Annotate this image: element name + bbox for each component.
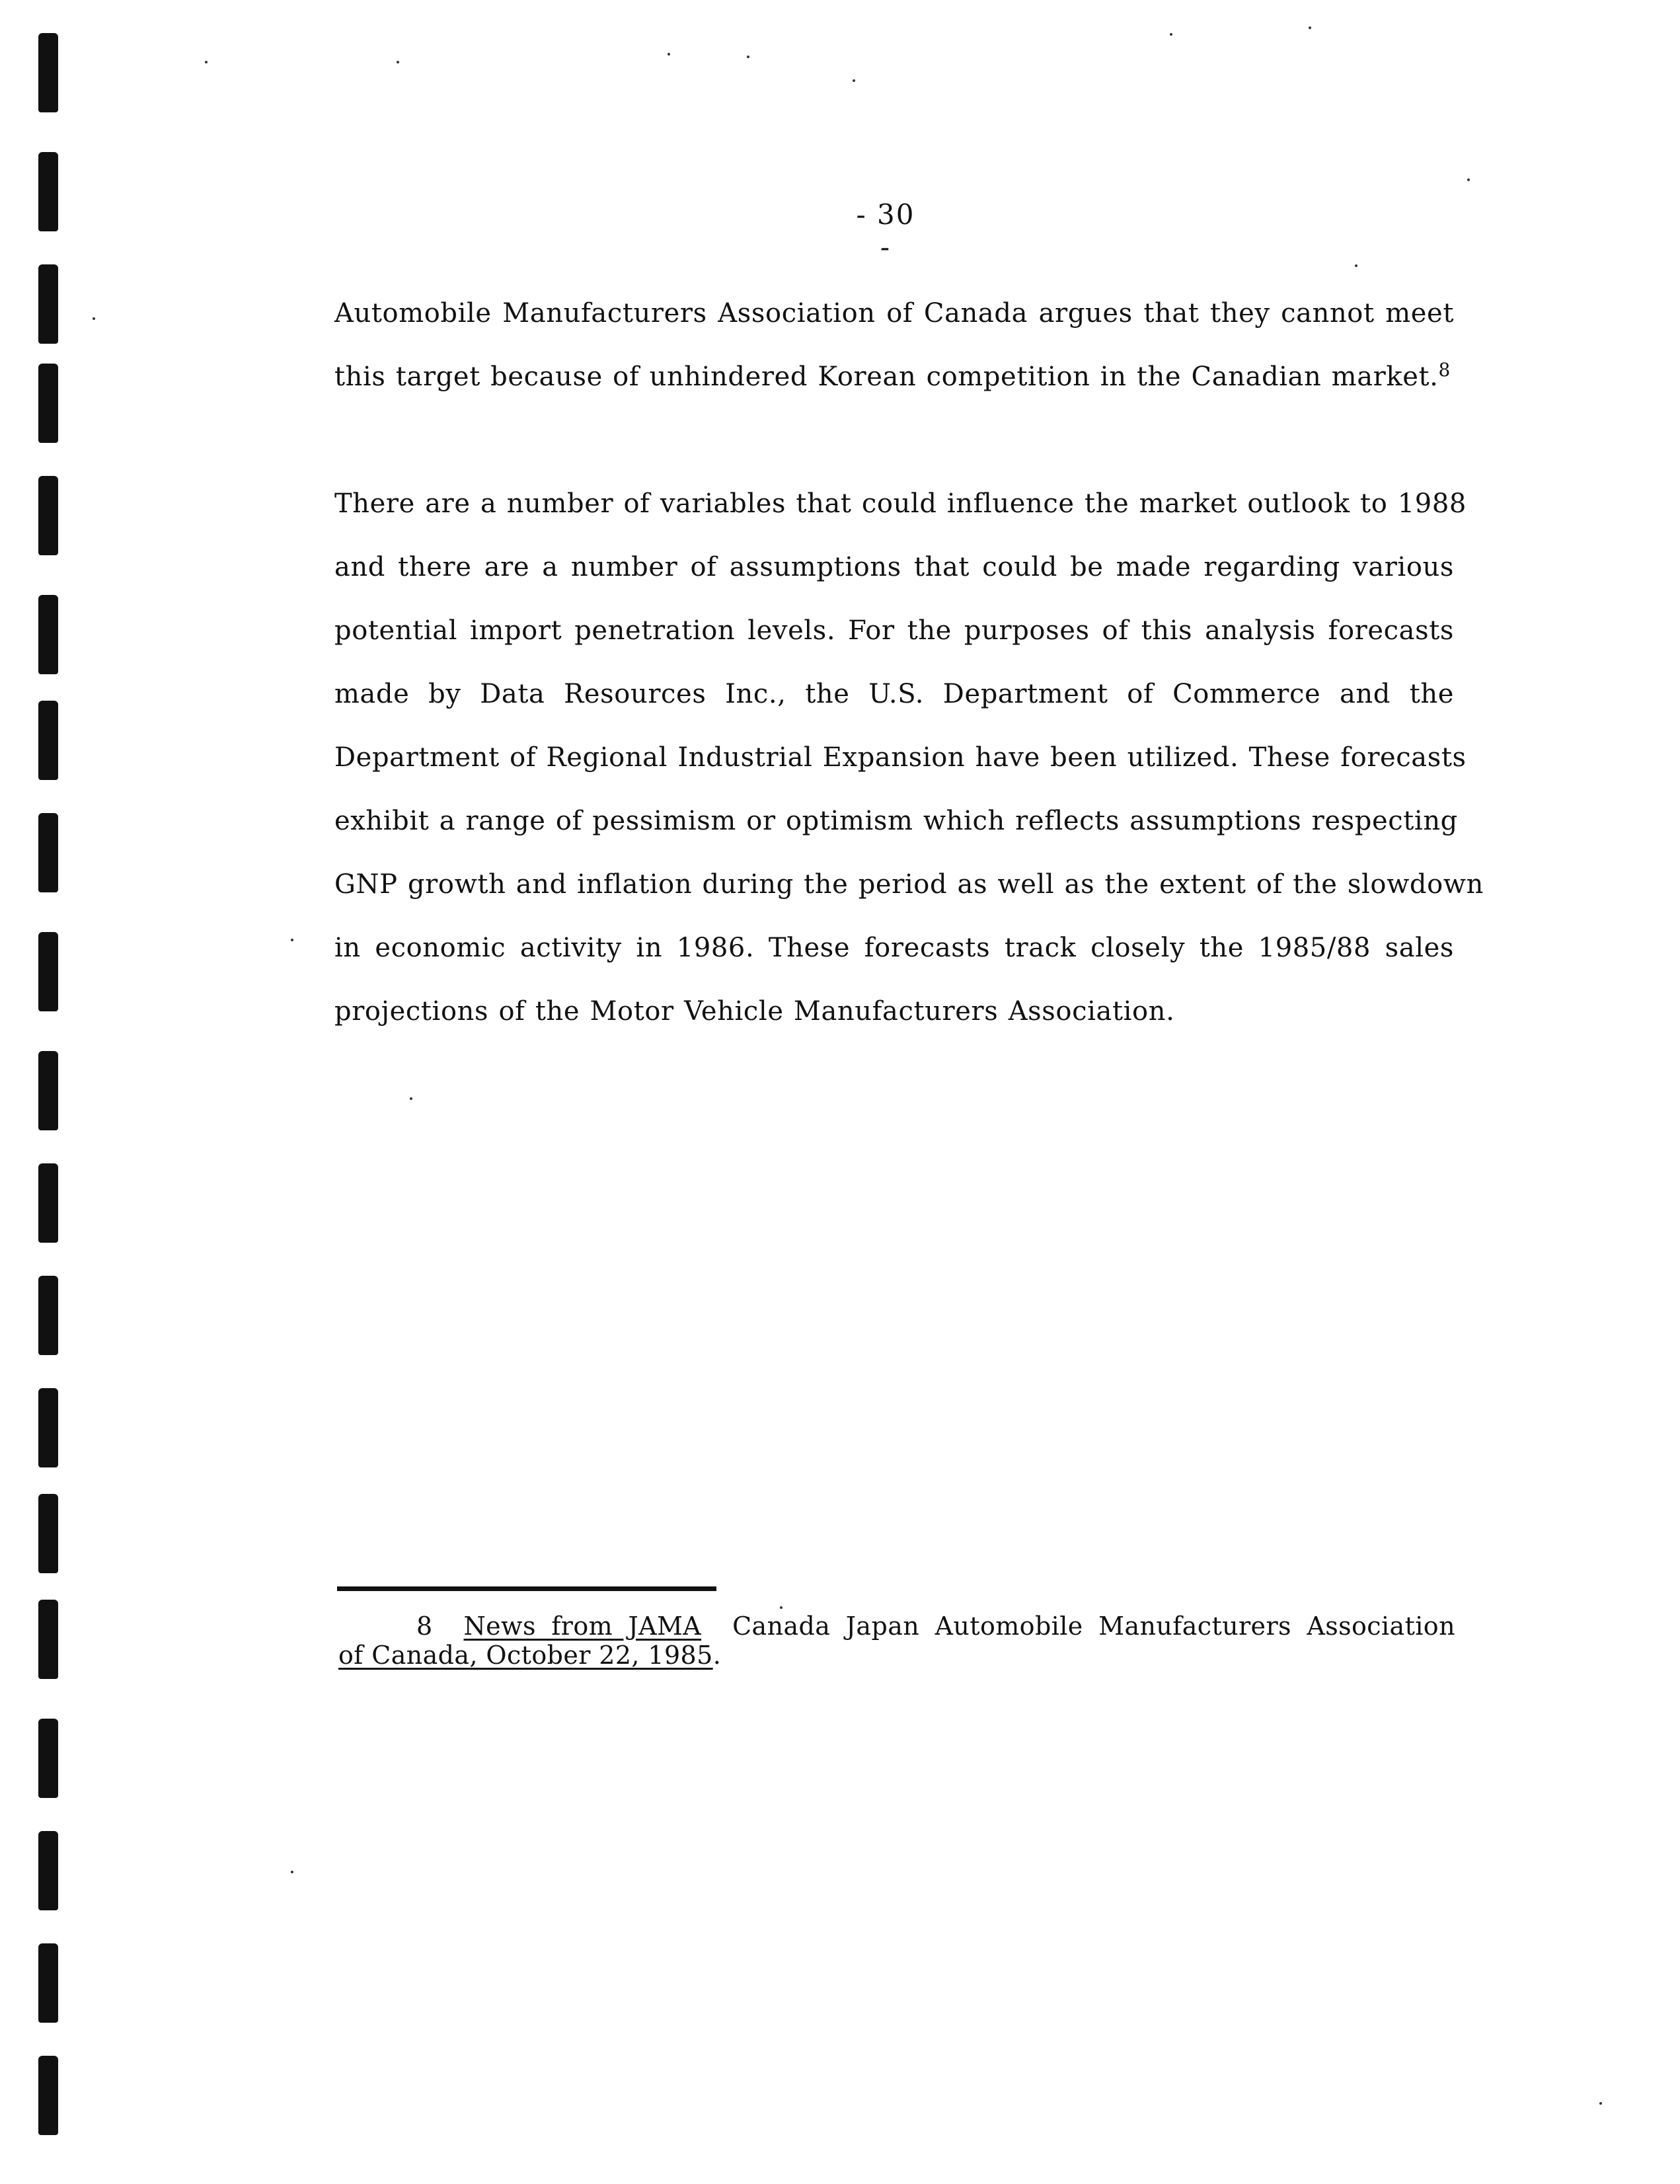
text-line: and there are a number of assumptions that could be made regarding various bbox=[334, 552, 1454, 582]
footnote-line bbox=[338, 1641, 1455, 1670]
text-line: exhibit a range of pessimism or optimism which reflects assumptions respecting bbox=[334, 806, 1458, 836]
text-line bbox=[334, 345, 1454, 409]
binder-mark bbox=[38, 1051, 58, 1130]
binder-mark bbox=[38, 152, 58, 231]
binder-mark bbox=[38, 264, 58, 344]
binder-hole-marks bbox=[38, 26, 65, 2168]
binder-mark bbox=[38, 2056, 58, 2135]
scan-speck bbox=[397, 61, 399, 63]
binder-mark bbox=[38, 1600, 58, 1679]
scan-speck bbox=[1467, 178, 1470, 181]
scan-speck bbox=[1599, 2102, 1602, 2105]
text-line-content: this target because of unhindered Korean competition in the Canadian market. bbox=[334, 362, 1439, 392]
binder-mark bbox=[38, 1943, 58, 2023]
binder-mark bbox=[38, 932, 58, 1011]
text-line: made by Data Resources Inc., the U.S. Department of Commerce and the bbox=[334, 679, 1454, 709]
scan-speck bbox=[291, 939, 293, 941]
scan-speck bbox=[93, 317, 95, 320]
binder-mark bbox=[38, 1163, 58, 1243]
binder-mark bbox=[38, 1388, 58, 1467]
binder-mark bbox=[38, 1276, 58, 1355]
binder-mark bbox=[38, 595, 58, 674]
binder-mark bbox=[38, 701, 58, 780]
text-line: Automobile Manufacturers Association of Canada argues that they cannot meet bbox=[334, 298, 1454, 329]
page-number: - 30 - bbox=[856, 198, 915, 263]
binder-mark bbox=[38, 1831, 58, 1910]
scan-speck bbox=[205, 61, 208, 63]
text-line: Department of Regional Industrial Expansion have been utilized. These forecasts bbox=[334, 742, 1467, 773]
paragraph-market-outlook bbox=[334, 472, 1484, 1043]
scan-speck bbox=[1309, 26, 1311, 29]
scan-speck bbox=[1170, 33, 1172, 36]
binder-mark bbox=[38, 813, 58, 892]
footnote-reference[interactable]: 8 bbox=[1438, 359, 1451, 381]
scan-speck bbox=[291, 1871, 293, 1873]
footnote-number: 8 bbox=[416, 1612, 433, 1641]
footnote bbox=[338, 1612, 1455, 1670]
scan-speck bbox=[853, 79, 855, 82]
text-line: projections of the Motor Vehicle Manufacturers Association. bbox=[334, 996, 1175, 1027]
footnote-divider bbox=[337, 1586, 716, 1591]
binder-mark bbox=[38, 476, 58, 555]
scan-speck bbox=[1355, 264, 1357, 267]
footnote-source-publisher: Canada Japan Automobile Manufacturers Association bbox=[732, 1612, 1455, 1641]
text-line: GNP growth and inflation during the period as well as the extent of the slowdown bbox=[334, 869, 1484, 900]
binder-mark bbox=[38, 33, 58, 112]
scan-speck bbox=[747, 56, 749, 58]
binder-mark bbox=[38, 1494, 58, 1573]
text-line: potential import penetration levels. For the purposes of this analysis forecasts bbox=[334, 615, 1454, 646]
binder-mark bbox=[38, 364, 58, 443]
footnote-source-title: News from JAMA bbox=[463, 1612, 702, 1641]
text-line: in economic activity in 1986. These forecasts track closely the 1985/88 sales bbox=[334, 933, 1454, 963]
footnote-end: . bbox=[712, 1641, 722, 1670]
binder-mark bbox=[38, 1719, 58, 1798]
footnote-line bbox=[338, 1612, 1455, 1641]
scan-speck bbox=[780, 1606, 783, 1609]
scan-speck bbox=[410, 1097, 412, 1100]
scan-speck bbox=[668, 53, 670, 56]
paragraph-continued bbox=[334, 282, 1454, 409]
text-line: There are a number of variables that could influence the market outlook to 1988 bbox=[334, 488, 1467, 519]
footnote-date: of Canada, October 22, 1985 bbox=[338, 1641, 713, 1670]
